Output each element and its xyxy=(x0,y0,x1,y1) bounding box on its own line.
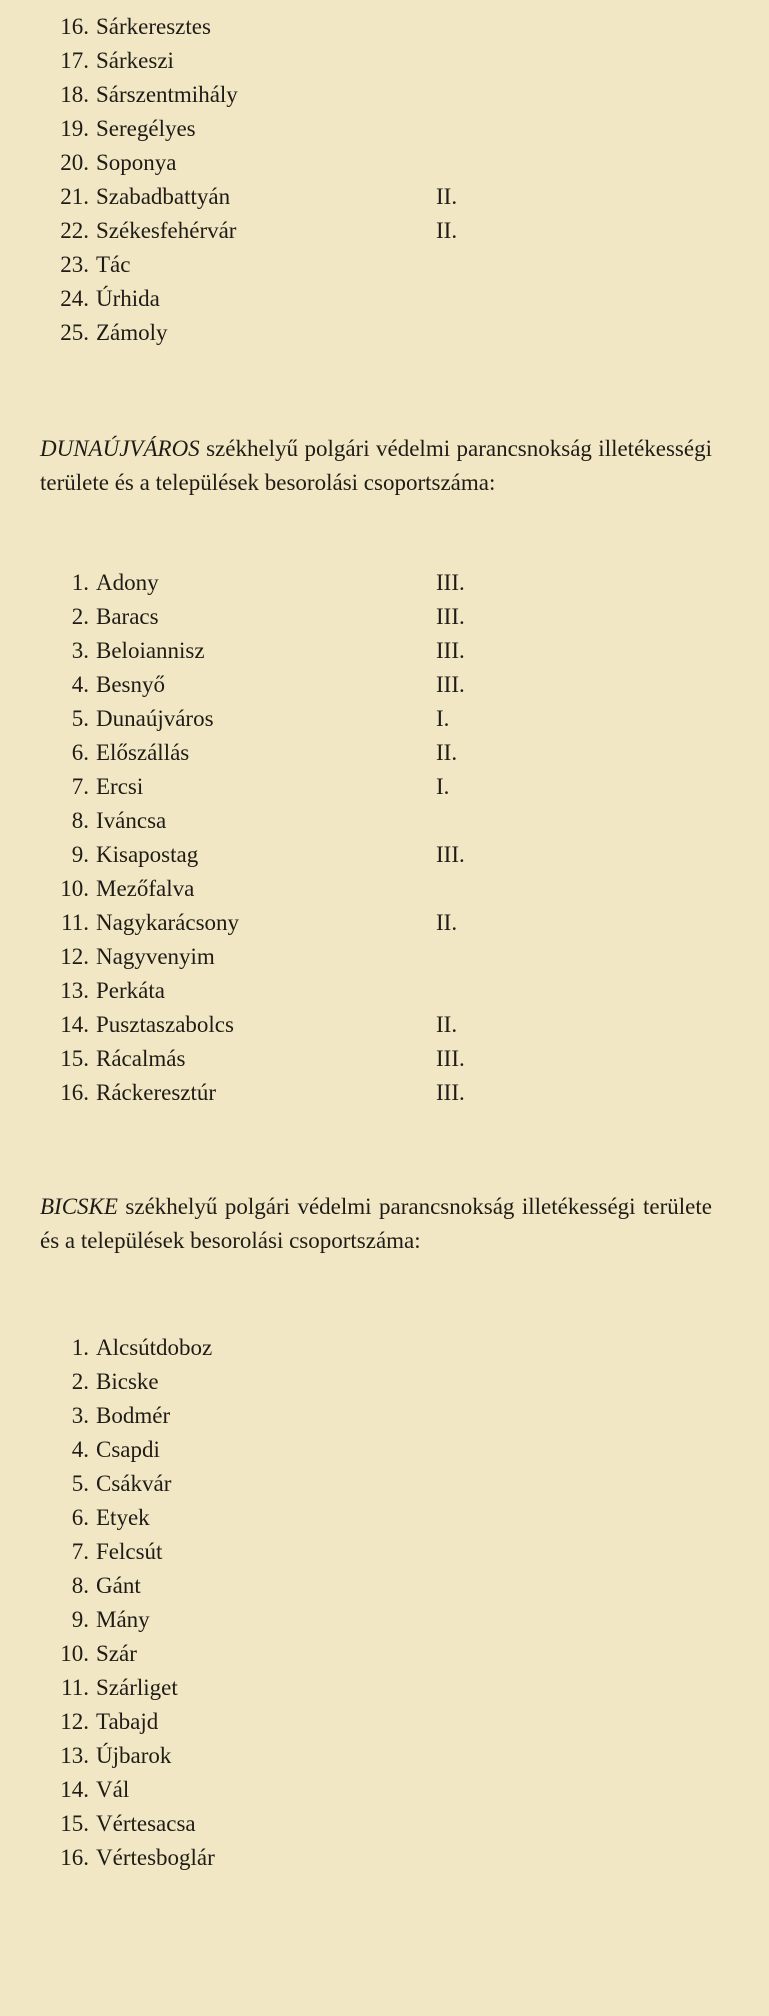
item-number: 14. xyxy=(60,1777,89,1802)
item-number: 9. xyxy=(71,1607,89,1632)
settlement-name: Soponya xyxy=(96,150,177,175)
item-number: 10. xyxy=(60,876,89,901)
settlement-name: Etyek xyxy=(96,1505,150,1530)
list-item xyxy=(0,10,769,44)
list-item xyxy=(0,1331,769,1365)
list-item xyxy=(0,872,769,906)
settlement-name: Szárliget xyxy=(96,1675,178,1700)
item-number: 8. xyxy=(71,1573,89,1598)
settlement-list-continued xyxy=(0,10,769,350)
item-number: 9. xyxy=(71,842,89,867)
list-item xyxy=(0,1467,769,1501)
list-item xyxy=(0,1773,769,1807)
list-item xyxy=(0,906,769,940)
item-number: 10. xyxy=(60,1641,89,1666)
item-number: 13. xyxy=(60,1743,89,1768)
item-number: 19. xyxy=(60,116,89,141)
list-item xyxy=(0,1569,769,1603)
list-item xyxy=(0,1365,769,1399)
group-number: II. xyxy=(436,1012,458,1037)
bicske-heading-text: székhelyű polgári védelmi parancsnokság illetékességi területe és a települések besorolási csoportszáma: xyxy=(40,1194,712,1253)
dunaujvaros-section-heading xyxy=(40,432,712,500)
item-number: 6. xyxy=(71,740,89,765)
list-item xyxy=(0,214,769,248)
list-item xyxy=(0,1076,769,1110)
settlement-name: Nagyvenyim xyxy=(96,944,215,969)
settlement-name: Tabajd xyxy=(96,1709,159,1734)
settlement-name: Sárkeszi xyxy=(96,48,174,73)
list-item xyxy=(0,600,769,634)
settlement-name: Beloiannisz xyxy=(96,638,205,663)
list-item xyxy=(0,804,769,838)
settlement-name: Vértesacsa xyxy=(96,1811,196,1836)
settlement-name: Vértesboglár xyxy=(96,1845,215,1870)
settlement-name: Adony xyxy=(96,570,159,595)
item-number: 15. xyxy=(60,1811,89,1836)
settlement-name: Székesfehérvár xyxy=(96,218,237,243)
item-number: 11. xyxy=(61,910,89,935)
group-number: I. xyxy=(436,774,450,799)
group-number: III. xyxy=(436,1080,465,1105)
list-item xyxy=(0,702,769,736)
item-number: 7. xyxy=(71,1539,89,1564)
item-number: 16. xyxy=(60,1845,89,1870)
group-number: II. xyxy=(436,218,458,243)
list-item xyxy=(0,1399,769,1433)
list-item xyxy=(0,44,769,78)
settlement-name: Alcsútdoboz xyxy=(96,1335,213,1360)
settlement-name: Felcsút xyxy=(96,1539,163,1564)
settlement-name: Kisapostag xyxy=(96,842,199,867)
settlement-name: Gánt xyxy=(96,1573,141,1598)
settlement-name: Újbarok xyxy=(96,1743,172,1768)
dunaujvaros-settlement-list xyxy=(0,566,769,1110)
settlement-name: Csákvár xyxy=(96,1471,172,1496)
bicske-settlement-list xyxy=(0,1331,769,1875)
settlement-name: Tác xyxy=(96,252,131,277)
settlement-name: Előszállás xyxy=(96,740,190,765)
item-number: 11. xyxy=(61,1675,89,1700)
item-number: 6. xyxy=(71,1505,89,1530)
list-item xyxy=(0,282,769,316)
group-number: III. xyxy=(436,1046,465,1071)
settlement-name: Úrhida xyxy=(96,286,160,311)
bicske-section-heading xyxy=(40,1190,712,1258)
settlement-name: Nagykarácsony xyxy=(96,910,240,935)
item-number: 3. xyxy=(71,1403,89,1428)
item-number: 20. xyxy=(60,150,89,175)
item-number: 21. xyxy=(60,184,89,209)
item-number: 8. xyxy=(71,808,89,833)
settlement-name: Besnyő xyxy=(96,672,165,697)
settlement-name: Dunaújváros xyxy=(96,706,214,731)
list-item xyxy=(0,1603,769,1637)
group-number: III. xyxy=(436,842,465,867)
settlement-name: Bicske xyxy=(96,1369,159,1394)
list-item xyxy=(0,1008,769,1042)
item-number: 2. xyxy=(71,1369,89,1394)
list-item xyxy=(0,1637,769,1671)
item-number: 4. xyxy=(71,1437,89,1462)
list-item xyxy=(0,1433,769,1467)
settlement-name: Vál xyxy=(96,1777,130,1802)
list-item xyxy=(0,180,769,214)
settlement-name: Pusztaszabolcs xyxy=(96,1012,234,1037)
item-number: 22. xyxy=(60,218,89,243)
list-item xyxy=(0,974,769,1008)
settlement-name: Mány xyxy=(96,1607,150,1632)
settlement-name: Bodmér xyxy=(96,1403,171,1428)
list-item xyxy=(0,1807,769,1841)
item-number: 17. xyxy=(60,48,89,73)
list-item xyxy=(0,736,769,770)
list-item xyxy=(0,1042,769,1076)
item-number: 16. xyxy=(60,14,89,39)
group-number: III. xyxy=(436,638,465,663)
list-item xyxy=(0,1841,769,1875)
bicske-place-name: BICSKE xyxy=(40,1194,118,1219)
list-item xyxy=(0,566,769,600)
item-number: 13. xyxy=(60,978,89,1003)
group-number: II. xyxy=(436,184,458,209)
list-item xyxy=(0,248,769,282)
list-item xyxy=(0,1501,769,1535)
item-number: 25. xyxy=(60,320,89,345)
settlement-name: Mezőfalva xyxy=(96,876,195,901)
settlement-name: Zámoly xyxy=(96,320,168,345)
item-number: 1. xyxy=(71,570,89,595)
item-number: 5. xyxy=(71,1471,89,1496)
item-number: 4. xyxy=(71,672,89,697)
item-number: 12. xyxy=(60,944,89,969)
settlement-name: Iváncsa xyxy=(96,808,167,833)
list-item xyxy=(0,146,769,180)
settlement-name: Baracs xyxy=(96,604,159,629)
list-item xyxy=(0,1671,769,1705)
list-item xyxy=(0,838,769,872)
item-number: 1. xyxy=(71,1335,89,1360)
item-number: 3. xyxy=(71,638,89,663)
item-number: 18. xyxy=(60,82,89,107)
item-number: 7. xyxy=(71,774,89,799)
item-number: 5. xyxy=(71,706,89,731)
list-item xyxy=(0,78,769,112)
item-number: 14. xyxy=(60,1012,89,1037)
group-number: III. xyxy=(436,570,465,595)
list-item xyxy=(0,1739,769,1773)
list-item xyxy=(0,940,769,974)
item-number: 16. xyxy=(60,1080,89,1105)
settlement-name: Csapdi xyxy=(96,1437,160,1462)
item-number: 15. xyxy=(60,1046,89,1071)
list-item xyxy=(0,770,769,804)
dunaujvaros-place-name: DUNAÚJVÁROS xyxy=(40,436,200,461)
settlement-name: Szabadbattyán xyxy=(96,184,231,209)
list-item xyxy=(0,668,769,702)
dunaujvaros-heading-text: székhelyű polgári védelmi parancsnokság illetékességi területe és a települések besorolási csoportszáma: xyxy=(40,436,712,495)
group-number: I. xyxy=(436,706,450,731)
settlement-name: Sárkeresztes xyxy=(96,14,211,39)
settlement-name: Seregélyes xyxy=(96,116,196,141)
settlement-name: Szár xyxy=(96,1641,137,1666)
list-item xyxy=(0,1705,769,1739)
settlement-name: Rácalmás xyxy=(96,1046,186,1071)
item-number: 24. xyxy=(60,286,89,311)
list-item xyxy=(0,316,769,350)
item-number: 23. xyxy=(60,252,89,277)
settlement-name: Perkáta xyxy=(96,978,165,1003)
settlement-name: Sárszentmihály xyxy=(96,82,238,107)
item-number: 2. xyxy=(71,604,89,629)
group-number: III. xyxy=(436,672,465,697)
list-item xyxy=(0,112,769,146)
list-item xyxy=(0,634,769,668)
settlement-name: Ercsi xyxy=(96,774,144,799)
list-item xyxy=(0,1535,769,1569)
item-number: 12. xyxy=(60,1709,89,1734)
group-number: II. xyxy=(436,740,458,765)
group-number: II. xyxy=(436,910,458,935)
group-number: III. xyxy=(436,604,465,629)
settlement-name: Ráckeresztúr xyxy=(96,1080,217,1105)
